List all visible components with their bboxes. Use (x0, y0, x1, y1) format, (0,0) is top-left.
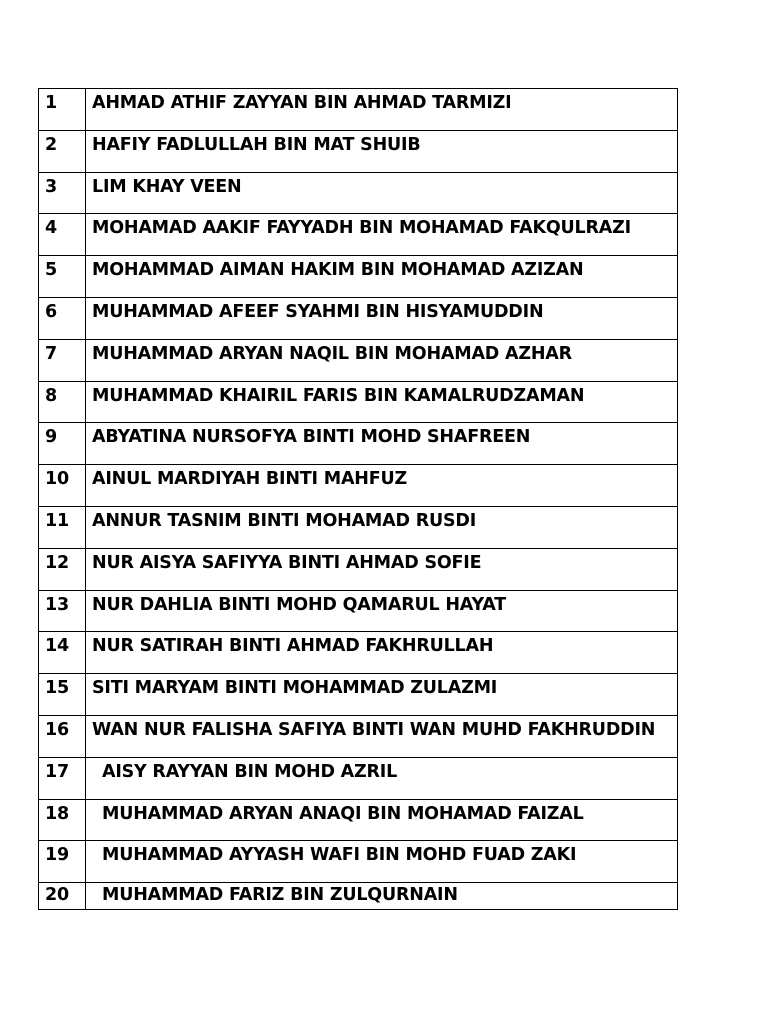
student-name: LIM KHAY VEEN (86, 172, 678, 214)
table-row (39, 89, 678, 131)
student-name: MUHAMMAD ARYAN NAQIL BIN MOHAMAD AZHAR (86, 339, 678, 381)
row-number: 18 (39, 799, 86, 841)
table-row (39, 799, 678, 841)
student-name: AINUL MARDIYAH BINTI MAHFUZ (86, 465, 678, 507)
table-row (39, 674, 678, 716)
student-name: WAN NUR FALISHA SAFIYA BINTI WAN MUHD FAKHRUDDIN (86, 715, 678, 757)
row-number: 4 (39, 214, 86, 256)
student-name: MOHAMMAD AIMAN HAKIM BIN MOHAMAD AZIZAN (86, 256, 678, 298)
student-name: ABYATINA NURSOFYA BINTI MOHD SHAFREEN (86, 423, 678, 465)
row-number: 2 (39, 130, 86, 172)
row-number: 17 (39, 757, 86, 799)
row-number: 13 (39, 590, 86, 632)
student-name: NUR AISYA SAFIYYA BINTI AHMAD SOFIE (86, 548, 678, 590)
table-row (39, 297, 678, 339)
table-row (39, 381, 678, 423)
table-row (39, 841, 678, 883)
table-row (39, 757, 678, 799)
student-name: MUHAMMAD FARIZ BIN ZULQURNAIN (86, 883, 678, 910)
student-name: AISY RAYYAN BIN MOHD AZRIL (86, 757, 678, 799)
table-row (39, 130, 678, 172)
student-name: HAFIY FADLULLAH BIN MAT SHUIB (86, 130, 678, 172)
row-number: 6 (39, 297, 86, 339)
student-name: MUHAMMAD KHAIRIL FARIS BIN KAMALRUDZAMAN (86, 381, 678, 423)
row-number: 16 (39, 715, 86, 757)
table-row (39, 506, 678, 548)
row-number: 5 (39, 256, 86, 298)
student-name: MOHAMAD AAKIF FAYYADH BIN MOHAMAD FAKQULRAZI (86, 214, 678, 256)
row-number: 1 (39, 89, 86, 131)
row-number: 3 (39, 172, 86, 214)
student-name: MUHAMMAD ARYAN ANAQI BIN MOHAMAD FAIZAL (86, 799, 678, 841)
student-name: MUHAMMAD AYYASH WAFI BIN MOHD FUAD ZAKI (86, 841, 678, 883)
student-name: SITI MARYAM BINTI MOHAMMAD ZULAZMI (86, 674, 678, 716)
table-row (39, 632, 678, 674)
student-name: AHMAD ATHIF ZAYYAN BIN AHMAD TARMIZI (86, 89, 678, 131)
table-row (39, 465, 678, 507)
table-row (39, 715, 678, 757)
row-number: 10 (39, 465, 86, 507)
student-name: NUR DAHLIA BINTI MOHD QAMARUL HAYAT (86, 590, 678, 632)
row-number: 7 (39, 339, 86, 381)
table-row (39, 172, 678, 214)
table-row (39, 256, 678, 298)
row-number: 20 (39, 883, 86, 910)
table-row (39, 883, 678, 910)
student-name: NUR SATIRAH BINTI AHMAD FAKHRULLAH (86, 632, 678, 674)
table-row (39, 590, 678, 632)
row-number: 8 (39, 381, 86, 423)
row-number: 11 (39, 506, 86, 548)
table-row (39, 214, 678, 256)
table-row (39, 548, 678, 590)
student-name: ANNUR TASNIM BINTI MOHAMAD RUSDI (86, 506, 678, 548)
table-row (39, 339, 678, 381)
name-list-table (38, 88, 678, 910)
table-row (39, 423, 678, 465)
student-name: MUHAMMAD AFEEF SYAHMI BIN HISYAMUDDIN (86, 297, 678, 339)
row-number: 12 (39, 548, 86, 590)
row-number: 15 (39, 674, 86, 716)
row-number: 14 (39, 632, 86, 674)
row-number: 19 (39, 841, 86, 883)
row-number: 9 (39, 423, 86, 465)
